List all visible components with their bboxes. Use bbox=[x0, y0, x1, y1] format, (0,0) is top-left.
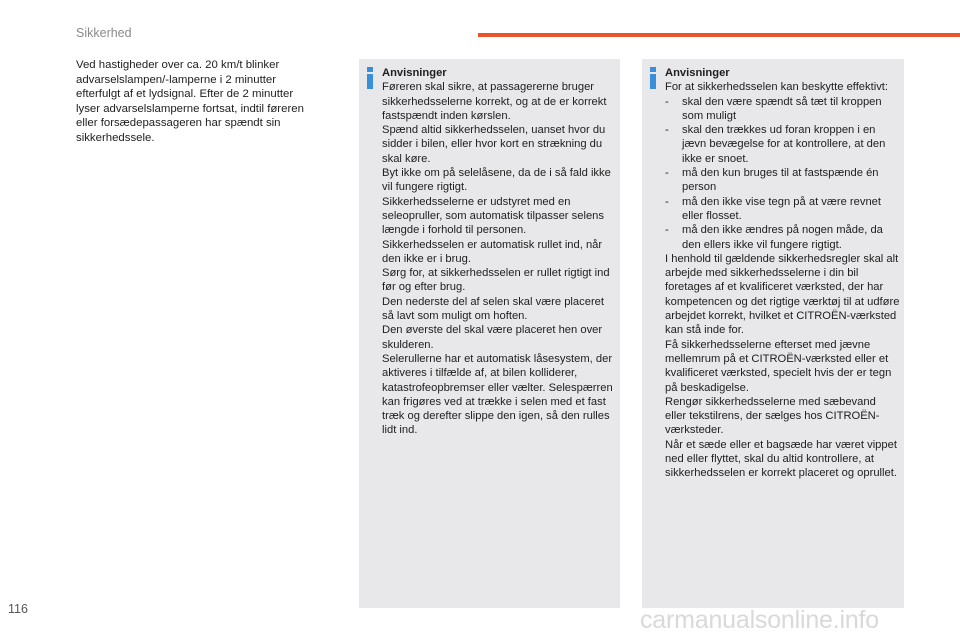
panel-heading: Anvisninger bbox=[665, 67, 730, 79]
watermark: carmanualsonline.info bbox=[640, 606, 880, 634]
panel-body bbox=[382, 66, 616, 438]
panel-heading: Anvisninger bbox=[382, 67, 447, 79]
panel-paragraph: Få sikkerhedsselerne efterset med jævne mellemrum på et CITROËN-værksted eller et kvalificeret værksted, specielt hvis der er tegn på beskadigelse. bbox=[665, 338, 892, 394]
panel-paragraph: Byt ikke om på selelåsene, da de i så fald ikke vil fungere rigtigt. bbox=[382, 167, 611, 194]
bullet-list bbox=[665, 95, 900, 252]
bullet-item: - må den ikke ændres på nogen måde, da den ellers ikke vil fungere rigtigt. bbox=[665, 223, 900, 252]
panel-lead: For at sikkerhedsselen kan beskytte effektivt: bbox=[665, 81, 889, 94]
panel-paragraph: I henhold til gældende sikkerhedsregler skal alt arbejde med sikkerhedsselerne i din bil foretages af et kvalificeret værksted, der har kompetencen og det rigtige værktøj til at udføre arbejdet korrekt, hvilket et CITROËN-værksted kan stå inde for. bbox=[665, 252, 900, 337]
panel-paragraph: Når et sæde eller et bagsæde har været vippet ned eller flyttet, skal du altid kontrollere, at sikkerhedsselen er korrekt placeret og oprullet. bbox=[665, 438, 897, 480]
info-panel-instructions-2 bbox=[642, 59, 904, 608]
intro-paragraph: Ved hastigheder over ca. 20 km/t blinker advarselslampen/-lamperne i 2 minutter efterfulgt af et lydsignal. Efter de 2 minutter lyser advarselslamperne fortsat, indtil føreren eller forsædepassageren har spændt sin sikkerhedssele. bbox=[76, 59, 304, 144]
panel-paragraph: Føreren skal sikre, at passagererne bruger sikkerhedsselerne korrekt, og at de er korrekt fastspændt inden kørslen. bbox=[382, 81, 607, 122]
panel-paragraph: Sikkerhedsselen er automatisk rullet ind, når den ikke er i brug. bbox=[382, 238, 603, 265]
page-number: 116 bbox=[8, 602, 28, 616]
info-panel-instructions-1 bbox=[359, 59, 620, 608]
section-accent-bar bbox=[478, 33, 960, 37]
panel-paragraph: Sikkerhedsselerne er udstyret med en seleopruller, som automatisk tilpasser selens længde i forhold til personen. bbox=[382, 195, 604, 237]
panel-paragraph: Den øverste del skal være placeret hen over skulderen. bbox=[382, 324, 603, 351]
section-title: Sikkerhed bbox=[76, 26, 132, 40]
panel-paragraph: Spænd altid sikkerhedsselen, uanset hvor du sidder i bilen, eller hvor kort en strækning du skal køre. bbox=[382, 124, 606, 165]
bullet-item: - må den ikke vise tegn på at være revnet eller flosset. bbox=[665, 195, 900, 224]
panel-paragraph: Selerullerne har et automatisk låsesystem, der aktiveres i tilfælde af, at bilen kolliderer, katastrofeopbremser eller vælter. Selespærren kan frigøres ved at trække i selen med et fast træk og derefter slippe den igen, så den rulles lidt ind. bbox=[382, 352, 613, 437]
info-icon bbox=[367, 67, 373, 89]
panel-body bbox=[665, 66, 900, 481]
bullet-item: - skal den trækkes ud foran kroppen i en jævn bevægelse for at kontrollere, at den ikke er snoet. bbox=[665, 123, 900, 166]
bullet-item: - må den kun bruges til at fastspænde én person bbox=[665, 166, 900, 195]
info-icon bbox=[650, 67, 656, 89]
panel-paragraph: Rengør sikkerhedsselerne med sæbevand eller tekstilrens, der sælges hos CITROËN-værksteder. bbox=[665, 395, 880, 437]
panel-paragraph: Sørg for, at sikkerhedsselen er rullet rigtigt ind før og efter brug. bbox=[382, 267, 610, 294]
panel-paragraph: Den nederste del af selen skal være placeret så lavt som muligt om hoften. bbox=[382, 295, 605, 323]
bullet-item: - skal den være spændt så tæt til kroppen som muligt bbox=[665, 95, 900, 124]
